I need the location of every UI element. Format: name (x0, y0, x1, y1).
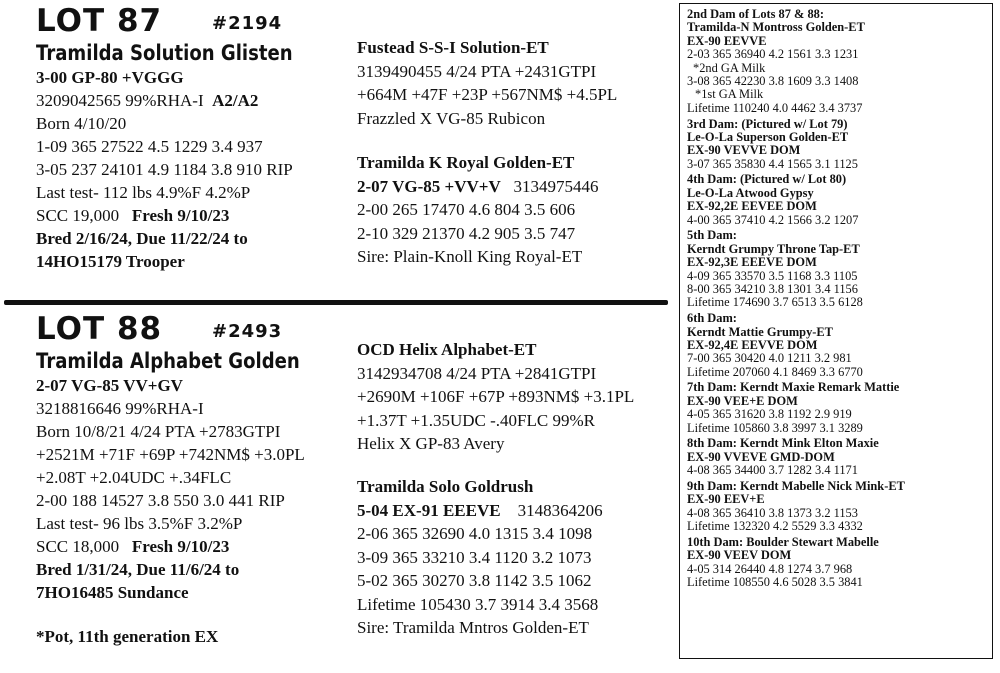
lot-88-dam-class-line: 5-04 EX-91 EEEVE 3148364206 (357, 500, 603, 520)
lot-87-dam-name: Tramilda K Royal Golden-ET (357, 153, 575, 172)
lot-88-sire-name: OCD Helix Alphabet-ET (357, 340, 537, 359)
lot-88-dam-sire: Sire: Tramilda Mntros Golden-ET (357, 618, 589, 637)
lot-88-registration: 3218816646 99%RHA-I (36, 399, 204, 418)
lot-88-bred-line-1: Bred 1/31/24, Due 11/6/24 to (36, 560, 240, 579)
lot-divider (4, 300, 668, 305)
lot-87-title: LOT 87 (36, 3, 163, 39)
lot-87-registration: 3209042565 99%RHA-I A2/A2 (36, 91, 259, 110)
lot-87-dam-block (357, 151, 598, 269)
pedigree-dam-5: 5th Dam: Kerndt Grumpy Throne Tap-ET EX-92,3E EEEVE DOM 4-09 365 33570 3.5 1168 3.3 1105 8-00 365 34210 3.8 1301 3.4 1156 Lifetime 174690 3.7 6513 3.5 6128 (687, 228, 863, 310)
lot-88-fresh: Fresh 9/10/23 (131, 537, 230, 556)
pedigree-dam-8: 8th Dam: Kerndt Mink Elton Maxie EX-90 VVEVE GMD-DOM 4-08 365 34400 3.7 1282 3.4 1171 (687, 436, 879, 478)
lot-87-sire-line-2: +664M +47F +23P +567NM$ +4.5PL (357, 85, 618, 104)
lot-87-scc-line (36, 204, 293, 227)
lot-88-title: LOT 88 (36, 311, 163, 347)
lot-88-scc-line (36, 535, 305, 558)
lot-87-sire-line-3: Frazzled X VG-85 Rubicon (357, 108, 546, 128)
lot-88-dam-record-2: 3-09 365 33210 3.4 1120 3.2 1073 (357, 547, 592, 567)
lot-87-sire-block (357, 36, 617, 130)
lot-87-dam-class-line: 2-07 VG-85 +VV+V 3134975446 (357, 176, 599, 196)
lot-88-pta-2: +2521M +71F +69P +742NM$ +3.0PL (36, 445, 305, 464)
lot-87-a2: A2/A2 (212, 91, 259, 110)
pedigree-dam-4: 4th Dam: (Pictured w/ Lot 80) Le-O-La Atwood Gypsy EX-92,2E EEVEE DOM 4-00 365 37410 4.2 1566 3.2 1207 (687, 172, 859, 227)
pedigree-dam-3: 3rd Dam: (Pictured w/ Lot 79) Le-O-La Superson Golden-ET EX-90 VEVVE DOM 3-07 365 35830 4.4 1565 3.1 1125 (687, 116, 858, 171)
lot-88-scc: SCC 18,000 (36, 537, 120, 556)
lot-87-bred-line-1: Bred 2/16/24, Due 11/22/24 to (36, 229, 248, 248)
lot-88-last-test: Last test- 96 lbs 3.5%F 3.2%P (36, 514, 243, 533)
lot-88-sire-line-3: +1.37T +1.35UDC -.40FLC 99%R (357, 410, 595, 430)
lot-88-details (36, 374, 305, 604)
lot-88-dam-block (357, 475, 603, 640)
lot-88-note: *Pot, 11th generation EX (36, 627, 219, 646)
lot-88-bred-line-2: 7HO16485 Sundance (36, 583, 189, 602)
lot-87-details (36, 66, 293, 273)
lot-87-classification: 3-00 GP-80 +VGGG (36, 68, 184, 87)
lot-87-fresh: Fresh 9/10/23 (131, 206, 230, 225)
lot-87-number: #2194 (212, 13, 283, 34)
lot-88-classification: 2-07 VG-85 VV+GV (36, 376, 183, 395)
lot-87-born: Born 4/10/20 (36, 114, 127, 133)
lot-87-dam-record-1: 2-00 265 17470 4.6 804 3.5 606 (357, 200, 576, 219)
lot-87-cow-name: Tramilda Solution Glisten (36, 41, 293, 65)
lot-87-record-1: 1-09 365 27522 4.5 1229 3.4 937 (36, 137, 263, 156)
pedigree-dam-6: 6th Dam: Kerndt Mattie Grumpy-ET EX-92,4E EEVVE DOM 7-00 365 30420 4.0 1211 3.2 981 Lifetime 207060 4.1 8469 3.3 6770 (687, 311, 863, 379)
lot-88-sire-line-2: +2690M +106F +67P +893NM$ +3.1PL (357, 387, 635, 406)
lot-87-scc: SCC 19,000 (36, 206, 120, 225)
pedigree-dam-9: 9th Dam: Kerndt Mabelle Nick Mink-ET EX-90 EEV+E 4-08 365 36410 3.8 1373 3.2 1153 Lifetime 132320 4.2 5529 3.3 4332 (687, 478, 905, 534)
lot-87-dam-record-2: 2-10 329 21370 4.2 905 3.5 747 (357, 223, 576, 243)
lot-87-sire-name: Fustead S-S-I Solution-ET (357, 38, 549, 57)
lot-88-dam-name: Tramilda Solo Goldrush (357, 477, 534, 496)
lot-88-born: Born 10/8/21 4/24 PTA +2783GTPI (36, 422, 281, 441)
lot-88-pta-3: +2.08T +2.04UDC +.34FLC (36, 468, 232, 487)
lot-87-record-2: 3-05 237 24101 4.9 1184 3.8 910 RIP (36, 160, 293, 179)
lot-87-last-test: Last test- 112 lbs 4.9%F 4.2%P (36, 183, 251, 202)
pedigree-box (679, 3, 993, 659)
lot-88-dam-record-1: 2-06 365 32690 4.0 1315 3.4 1098 (357, 524, 593, 543)
lot-87-bred-line-2: 14HO15179 Trooper (36, 252, 185, 271)
lot-88-sire-line-4: Helix X GP-83 Avery (357, 434, 505, 453)
lot-88-record-1: 2-00 188 14527 3.8 550 3.0 441 RIP (36, 491, 285, 510)
pedigree-dam-10: 10th Dam: Boulder Stewart Mabelle EX-90 VEEV DOM 4-05 314 26440 4.8 1274 3.7 968 Lifetime 108550 4.6 5028 3.5 3841 (687, 534, 879, 590)
pedigree-dam-2: 2nd Dam of Lots 87 & 88: Tramilda-N Montross Golden-ET EX-90 EEVVE 2-03 365 36940 4.2 1561 3.3 1231 *2nd GA Milk 3-08 365 42230 3.8 1609 3.3 1408 *1st GA Milk Lifetime 110240 4.0 4462 3.4 3737 (687, 7, 865, 115)
lot-88-cow-name: Tramilda Alphabet Golden (36, 349, 300, 373)
lot-88-dam-lifetime: Lifetime 105430 3.7 3914 3.4 3568 (357, 594, 599, 614)
lot-87-sire-line-1: 3139490455 4/24 PTA +2431GTPI (357, 61, 597, 81)
pedigree-dam-7: 7th Dam: Kerndt Maxie Remark Mattie EX-90 VEE+E DOM 4-05 365 31620 3.8 1192 2.9 919 Lifetime 105860 3.8 3997 3.1 3289 (687, 380, 900, 435)
lot-87-dam-sire: Sire: Plain-Knoll King Royal-ET (357, 247, 583, 266)
lot-88-sire-line-1: 3142934708 4/24 PTA +2841GTPI (357, 363, 597, 383)
lot-88-sire-block (357, 338, 634, 456)
lot-88-number: #2493 (212, 321, 283, 342)
lot-88-dam-record-3: 5-02 365 30270 3.8 1142 3.5 1062 (357, 571, 592, 590)
